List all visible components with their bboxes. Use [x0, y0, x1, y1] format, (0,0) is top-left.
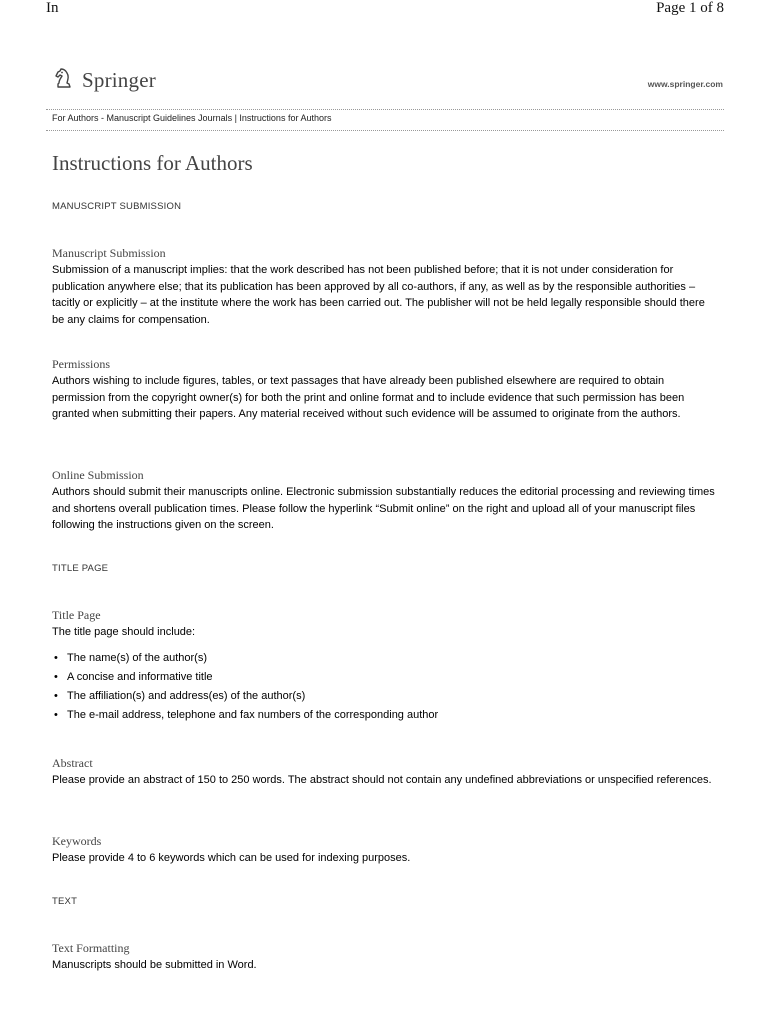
list-item: • The name(s) of the author(s) [52, 649, 438, 668]
heading-online-submission: Online Submission [52, 468, 144, 482]
print-header-left: In [46, 0, 59, 16]
body-text-formatting: Manuscripts should be submitted in Word. [52, 959, 257, 971]
title-page-list [52, 649, 438, 725]
page-title: Instructions for Authors [52, 151, 253, 175]
brand-name: Springer [82, 68, 156, 92]
body-permissions: Authors wishing to include figures, tables, or text passages that have already been published elsewhere are required to obtain permission from the copyright owner(s) for both the print and online format and to include evidence that such permission has been granted when submitting their papers. Any material received without such evidence will be assumed to originate from the authors. [52, 375, 685, 421]
heading-title-page: Title Page [52, 608, 101, 622]
section-label-text: TEXT [52, 896, 78, 907]
body-keywords: Please provide 4 to 6 keywords which can be used for indexing purposes. [52, 852, 411, 864]
list-item: • The e-mail address, telephone and fax numbers of the corresponding author [52, 706, 438, 725]
body-manuscript-submission: Submission of a manuscript implies: that the work described has not been published before; that it is not under consideration for publication anywhere else; that its publication has been approved by all co-authors, if any, as well as by the responsible authorities – tacitly or explicitly – at the institute where the work has been carried out. The publisher will not be held legally responsible should there be any claims for compensation. [52, 264, 705, 326]
section-label-manuscript-submission: MANUSCRIPT SUBMISSION [52, 201, 182, 212]
list-item: • The affiliation(s) and address(es) of the author(s) [52, 687, 438, 706]
heading-keywords: Keywords [52, 834, 102, 848]
body-title-page: The title page should include: [52, 626, 196, 638]
heading-manuscript-submission: Manuscript Submission [52, 246, 166, 260]
springer-horse-icon [52, 66, 76, 95]
divider-bottom [46, 130, 724, 131]
site-url[interactable]: www.springer.com [647, 79, 723, 89]
heading-abstract: Abstract [52, 756, 93, 770]
section-label-title-page: TITLE PAGE [52, 563, 109, 574]
list-item: • A concise and informative title [52, 668, 438, 687]
heading-text-formatting: Text Formatting [52, 941, 130, 955]
body-abstract: Please provide an abstract of 150 to 250 words. The abstract should not contain any undefined abbreviations or unspecified references. [52, 774, 712, 786]
page-number: Page 1 of 8 [656, 0, 724, 16]
heading-permissions: Permissions [52, 357, 111, 371]
springer-logo[interactable] [52, 66, 156, 95]
divider-top [46, 109, 724, 110]
body-online-submission: Authors should submit their manuscripts online. Electronic submission substantially reduces the editorial processing and reviewing times and shortens overall publication times. Please follow the hyperlink “Submit online” on the right and upload all of your manuscript files following the instructions given on the screen. [52, 486, 715, 532]
breadcrumb[interactable]: For Authors - Manuscript Guidelines Journals | Instructions for Authors [52, 113, 332, 123]
